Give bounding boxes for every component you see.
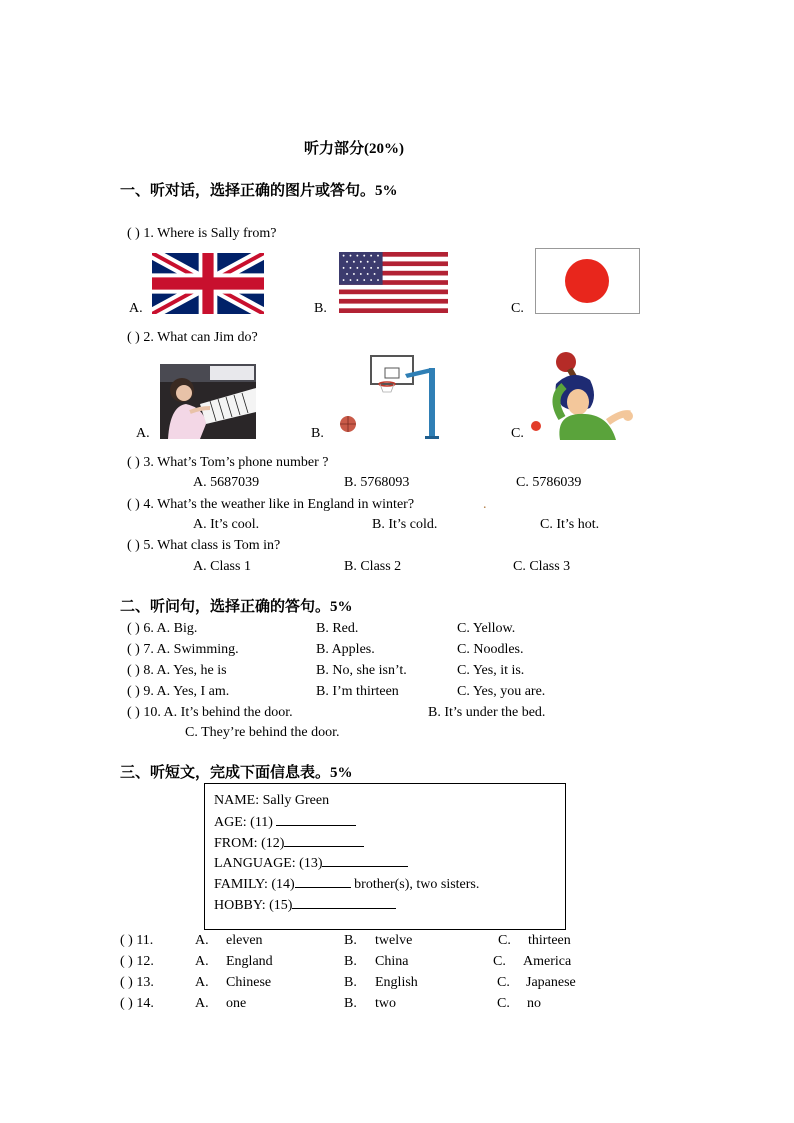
q7-option-b: B. Apples. [316, 642, 375, 657]
q6-option-b: B. Red. [316, 621, 359, 636]
q7-option-c: C. Noodles. [457, 642, 524, 657]
blank-13[interactable] [322, 854, 408, 867]
q12-c-letter: C. [493, 954, 506, 969]
info-hobby: HOBBY: (15) [214, 896, 396, 915]
q14-c-letter: C. [497, 996, 510, 1011]
q13-a-value: Chinese [226, 975, 272, 990]
q13-c-letter: C. [497, 975, 510, 990]
question-1: ( ) 1. Where is Sally from? [127, 226, 277, 241]
section-3-heading: 三、听短文，完成下面信息表。5% [120, 765, 353, 781]
q12-a-value: England [226, 954, 273, 969]
piano-girl-image[interactable] [160, 364, 256, 439]
question-10: ( ) 10. A. It’s behind the door. [127, 705, 293, 720]
question-6: ( ) 6. A. Big. [127, 621, 198, 636]
q13-b-value: English [375, 975, 418, 990]
q1-option-a-label: A. [129, 301, 143, 316]
info-from: FROM: (12) [214, 834, 364, 853]
info-age: AGE: (11) [214, 813, 356, 832]
question-9: ( ) 9. A. Yes, I am. [127, 684, 230, 699]
q5-option-b: B. Class 2 [344, 559, 402, 574]
q13-c-value: Japanese [526, 975, 576, 990]
q4-stray-dot: . [483, 497, 487, 512]
question-4: ( ) 4. What’s the weather like in England in winter? [127, 497, 415, 512]
usa-flag-image[interactable] [339, 252, 448, 313]
blank-12[interactable] [284, 834, 364, 847]
q4-option-c: C. It’s hot. [540, 517, 600, 532]
q14-b-value: two [375, 996, 396, 1011]
uk-flag-image[interactable] [152, 253, 264, 314]
q12-b-value: China [375, 954, 409, 969]
q3-option-a: A. 5687039 [193, 475, 260, 490]
q1-option-b-label: B. [314, 301, 327, 316]
q4-option-b: B. It’s cold. [372, 517, 438, 532]
question-13: ( ) 13. [120, 975, 154, 990]
question-7: ( ) 7. A. Swimming. [127, 642, 239, 657]
section-1-heading: 一、听对话，选择正确的图片或答句。5% [120, 183, 398, 199]
page-title: 听力部分(20%) [304, 141, 404, 157]
q8-option-b: B. No, she isn’t. [316, 663, 407, 678]
blank-15[interactable] [292, 896, 396, 909]
q11-c-value: thirteen [528, 933, 571, 948]
q12-a-letter: A. [195, 954, 209, 969]
q5-option-c: C. Class 3 [513, 559, 571, 574]
q5-option-a: A. Class 1 [193, 559, 251, 574]
table-tennis-player-image[interactable] [526, 352, 634, 440]
q14-a-letter: A. [195, 996, 209, 1011]
q2-option-a-label: A. [136, 426, 150, 441]
q14-b-letter: B. [344, 996, 357, 1011]
q11-b-letter: B. [344, 933, 357, 948]
basketball-hoop-image[interactable] [335, 352, 445, 440]
blank-11[interactable] [276, 813, 356, 826]
q10-option-b: B. It’s under the bed. [428, 705, 546, 720]
q14-a-value: one [226, 996, 247, 1011]
q3-option-c: C. 5786039 [516, 475, 582, 490]
q9-option-c: C. Yes, you are. [457, 684, 546, 699]
blank-14[interactable] [295, 875, 351, 888]
q11-c-letter: C. [498, 933, 511, 948]
q10-option-c: C. They’re behind the door. [185, 725, 340, 740]
question-5: ( ) 5. What class is Tom in? [127, 538, 281, 553]
q2-option-b-label: B. [311, 426, 324, 441]
q4-option-a: A. It’s cool. [193, 517, 260, 532]
q11-a-value: eleven [226, 933, 263, 948]
q9-option-b: B. I’m thirteen [316, 684, 399, 699]
q12-c-value: America [523, 954, 572, 969]
q11-a-letter: A. [195, 933, 209, 948]
question-8: ( ) 8. A. Yes, he is [127, 663, 227, 678]
info-family: FAMILY: (14) brother(s), two sisters. [214, 877, 480, 892]
q13-b-letter: B. [344, 975, 357, 990]
question-11: ( ) 11. [120, 933, 154, 948]
q14-c-value: no [527, 996, 541, 1011]
q11-b-value: twelve [375, 933, 413, 948]
question-2: ( ) 2. What can Jim do? [127, 330, 258, 345]
q2-option-c-label: C. [511, 426, 524, 441]
q8-option-c: C. Yes, it is. [457, 663, 525, 678]
info-name: NAME: Sally Green [214, 793, 330, 808]
info-language: LANGUAGE: (13) [214, 854, 408, 873]
q13-a-letter: A. [195, 975, 209, 990]
q1-option-c-label: C. [511, 301, 524, 316]
q12-b-letter: B. [344, 954, 357, 969]
question-3: ( ) 3. What’s Tom’s phone number ? [127, 455, 329, 470]
question-12: ( ) 12. [120, 954, 154, 969]
japan-flag-image[interactable] [535, 248, 640, 314]
question-14: ( ) 14. [120, 996, 154, 1011]
q3-option-b: B. 5768093 [344, 475, 410, 490]
section-2-heading: 二、听问句，选择正确的答句。5% [120, 599, 353, 615]
q6-option-c: C. Yellow. [457, 621, 516, 636]
